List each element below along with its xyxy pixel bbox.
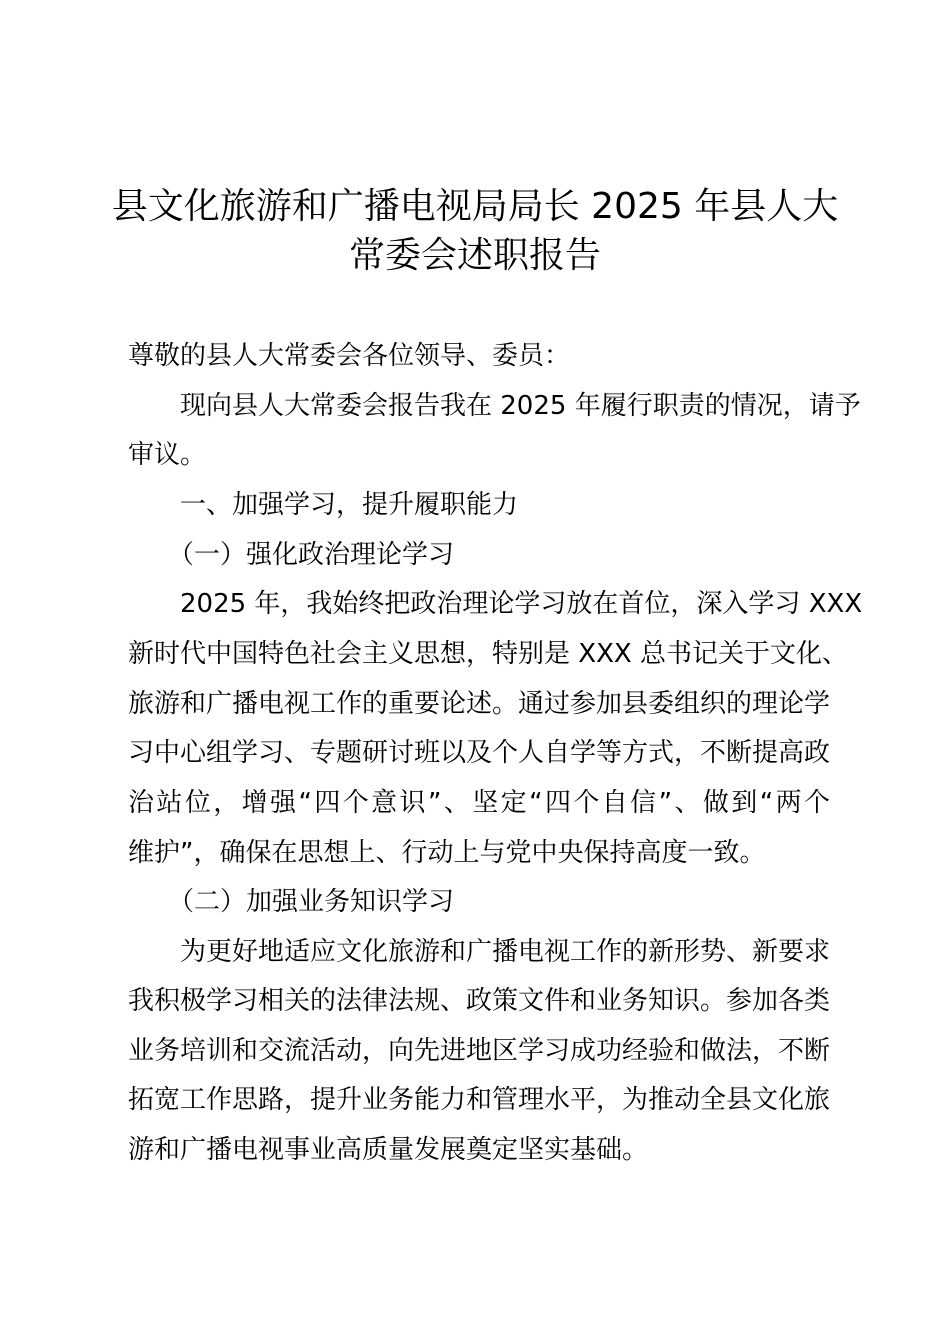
- paragraph-2-line-3: 业务培训和交流活动，向先进地区学习成功经验和做法，不断: [128, 1036, 831, 1066]
- paragraph-1-line-2: 新时代中国特色社会主义思想，特别是 XXX 总书记关于文化、: [128, 639, 848, 669]
- document-title-line-1: 县文化旅游和广播电视局局长 2025 年县人大: [111, 186, 839, 227]
- intro-line-1: 现向县人大常委会报告我在 2025 年履行职责的情况，请予: [180, 391, 861, 421]
- paragraph-1-line-6: 维护”，确保在思想上、行动上与党中央保持高度一致。: [128, 838, 766, 868]
- paragraph-1-line-3: 旅游和广播电视工作的重要论述。通过参加县委组织的理论学: [128, 689, 831, 719]
- sub-heading-1: （一）强化政治理论学习: [168, 540, 455, 570]
- paragraph-2-line-1: 为更好地适应文化旅游和广播电视工作的新形势、新要求: [180, 937, 831, 967]
- sub-heading-2: （二）加强业务知识学习: [168, 887, 455, 917]
- paragraph-2-line-2: 我积极学习相关的法律法规、政策文件和业务知识。参加各类: [128, 986, 831, 1016]
- paragraph-2-line-4: 拓宽工作思路，提升业务能力和管理水平，为推动全县文化旅: [128, 1085, 831, 1115]
- paragraph-1-line-4: 习中心组学习、专题研讨班以及个人自学等方式，不断提高政: [128, 738, 831, 768]
- document-title-line-2: 常委会述职报告: [348, 235, 601, 276]
- section-heading-1: 一、加强学习，提升履职能力: [180, 490, 519, 520]
- paragraph-1-line-5: 治站位，增强“四个意识”、坚定“四个自信”、做到“两个: [128, 788, 830, 818]
- salutation: 尊敬的县人大常委会各位领导、委员：: [128, 341, 571, 371]
- paragraph-2-line-5: 游和广播电视事业高质量发展奠定坚实基础。: [128, 1135, 649, 1165]
- intro-line-2: 审议。: [128, 440, 207, 470]
- paragraph-1-line-1: 2025 年，我始终把政治理论学习放在首位，深入学习 XXX: [180, 589, 863, 619]
